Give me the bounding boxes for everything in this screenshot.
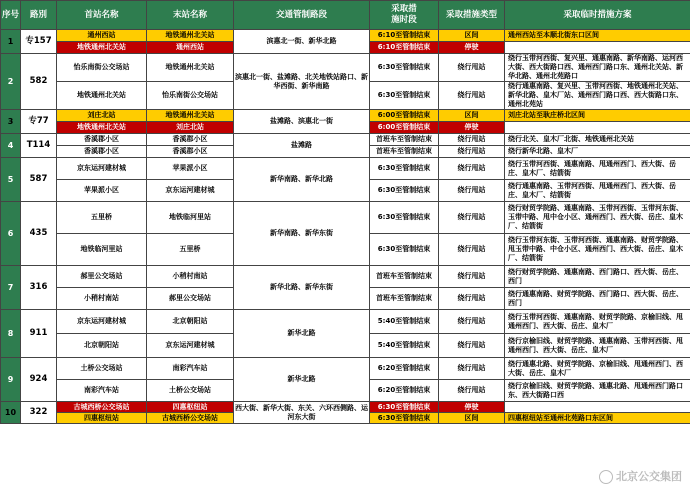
cell-end: 古城西桥公交场站 [147, 413, 234, 424]
table-row [1, 30, 690, 42]
cell-plan: 绕行新华北路、皇木厂 [505, 146, 690, 158]
row-route: 专157 [21, 30, 57, 54]
cell-end: 四惠枢纽站 [147, 402, 234, 413]
cell-type: 绕行甩站 [439, 134, 505, 146]
cell-plan [505, 402, 690, 413]
cell-period: 6:00至管制结束 [370, 110, 439, 122]
cell-period: 6:30至管制结束 [370, 82, 439, 110]
row-route: 582 [21, 54, 57, 110]
cell-plan: 刘庄北站至耿庄桥北区间 [505, 110, 690, 122]
cell-end: 苹果派小区 [147, 158, 234, 180]
cell-end: 郝里公交场站 [147, 288, 234, 310]
cell-period: 6:30至管制结束 [370, 158, 439, 180]
cell-start: 北京朝阳站 [57, 334, 147, 358]
cell-type: 绕行甩站 [439, 310, 505, 334]
cell-plan: 绕行财贸学院路、通惠南路、西门路口、西大街、岳庄、西门 [505, 266, 690, 288]
cell-end: 土桥公交场站 [147, 380, 234, 402]
weibo-icon [599, 470, 613, 484]
cell-plan [505, 42, 690, 54]
table-row [1, 110, 690, 122]
cell-period: 5:40至管制结束 [370, 310, 439, 334]
row-route: 435 [21, 202, 57, 266]
cell-plan: 绕行玉带河西街、通惠南路、财贸学院路、京榆旧线、甩通州西门、西大街、岳庄、皇木厂 [505, 310, 690, 334]
cell-road: 新华南路、新华东街 [234, 202, 370, 266]
cell-end: 地铁通州北关站 [147, 110, 234, 122]
cell-road: 盐滩路 [234, 134, 370, 158]
row-seq: 1 [1, 30, 21, 54]
row-seq: 9 [1, 358, 21, 402]
row-route: T114 [21, 134, 57, 158]
cell-period: 6:10至管制结束 [370, 30, 439, 42]
header-period: 采取措 施时段 [370, 1, 439, 30]
cell-start: 地铁临河里站 [57, 234, 147, 266]
cell-type: 绕行甩站 [439, 146, 505, 158]
cell-type: 区间 [439, 110, 505, 122]
cell-end: 香溪郡小区 [147, 134, 234, 146]
cell-start: 地铁通州北关站 [57, 42, 147, 54]
row-route: 924 [21, 358, 57, 402]
header-start: 首站名称 [57, 1, 147, 30]
watermark-text: 北京公交集团 [616, 470, 682, 483]
table-header-row [1, 1, 690, 30]
row-seq: 5 [1, 158, 21, 202]
header-road: 交通管制路段 [234, 1, 370, 30]
header-type: 采取措施类型 [439, 1, 505, 30]
row-seq: 7 [1, 266, 21, 310]
cell-end: 地铁临河里站 [147, 202, 234, 234]
row-route: 专77 [21, 110, 57, 134]
table-row [1, 358, 690, 380]
cell-start: 京东运河建材城 [57, 310, 147, 334]
cell-plan: 绕行通惠南路、复兴里、玉带河西街、地铁通州北关站、新华北路、皇木厂站、通州西门路口西、西大街路口东、通州北苑站 [505, 82, 690, 110]
cell-type: 绕行甩站 [439, 358, 505, 380]
cell-plan: 绕行玉带河西街、复兴里、通惠南路、新华南路、运河西大街、西大街路口西、通州西门路口东、通州北关站、新华北路、通州北苑路口 [505, 54, 690, 82]
cell-road: 滨惠北一街、新华北路 [234, 30, 370, 54]
cell-end: 通州西站 [147, 42, 234, 54]
cell-road: 新华北路、新华东街 [234, 266, 370, 310]
cell-period: 6:30至管制结束 [370, 413, 439, 424]
cell-period: 6:30至管制结束 [370, 402, 439, 413]
table-row [1, 310, 690, 334]
row-route: 316 [21, 266, 57, 310]
cell-plan [505, 122, 690, 134]
cell-type: 停驶 [439, 42, 505, 54]
cell-start: 古城西桥公交场站 [57, 402, 147, 413]
header-route: 路別 [21, 1, 57, 30]
cell-start: 京东运河建材城 [57, 158, 147, 180]
cell-period: 首班车至管制结束 [370, 266, 439, 288]
row-seq: 10 [1, 402, 21, 424]
cell-start: 五里桥 [57, 202, 147, 234]
cell-start: 小稍村南站 [57, 288, 147, 310]
cell-plan: 绕行通惠南路、玉带河西街、甩通州西门、西大街、岳庄、皇木厂、结箭街 [505, 180, 690, 202]
cell-end: 北京朝阳站 [147, 310, 234, 334]
cell-type: 绕行甩站 [439, 288, 505, 310]
cell-start: 郝里公交场站 [57, 266, 147, 288]
cell-type: 区间 [439, 413, 505, 424]
cell-start: 苹果派小区 [57, 180, 147, 202]
cell-type: 停驶 [439, 402, 505, 413]
cell-end: 京东运河建材城 [147, 180, 234, 202]
cell-period: 首班车至管制结束 [370, 146, 439, 158]
row-route: 322 [21, 402, 57, 424]
cell-type: 绕行甩站 [439, 334, 505, 358]
cell-plan: 绕行财贸学院路、通惠南路、玉带河西街、玉带河东街、玉带中路、甩中仓小区、通州西门、西大街、岳庄、皇木厂、结箭街 [505, 202, 690, 234]
row-seq: 8 [1, 310, 21, 358]
cell-period: 6:30至管制结束 [370, 234, 439, 266]
cell-type: 区间 [439, 30, 505, 42]
table-row [1, 266, 690, 288]
cell-period: 6:30至管制结束 [370, 54, 439, 82]
cell-road: 新华北路 [234, 310, 370, 358]
header-plan: 采取临时措施方案 [505, 1, 690, 30]
cell-plan: 绕行京榆旧线、财贸学院路、通惠南路、玉带河西街、甩通州西门、西大街、岳庄、皇木厂 [505, 334, 690, 358]
cell-period: 首班车至管制结束 [370, 288, 439, 310]
row-seq: 3 [1, 110, 21, 134]
cell-start: 怡乐南街公交场站 [57, 54, 147, 82]
cell-type: 绕行甩站 [439, 180, 505, 202]
row-seq: 2 [1, 54, 21, 110]
cell-plan: 绕行北关、皇木厂北街、地铁通州北关站 [505, 134, 690, 146]
cell-start: 通州西站 [57, 30, 147, 42]
cell-plan: 四惠枢纽站至通州北苑路口东区间 [505, 413, 690, 424]
watermark [599, 468, 682, 484]
cell-road: 新华南路、新华北路 [234, 158, 370, 202]
cell-road: 滨惠北一街、盐滩路、北关地铁站路口、新华西街、新华南路 [234, 54, 370, 110]
cell-period: 首班车至管制结束 [370, 134, 439, 146]
cell-type: 绕行甩站 [439, 82, 505, 110]
cell-road: 盐滩路、滨惠北一街 [234, 110, 370, 134]
cell-plan: 绕行通惠南路、财贸学院路、西门路口、西大街、岳庄、西门 [505, 288, 690, 310]
cell-end: 地铁通州北关站 [147, 54, 234, 82]
table-row [1, 54, 690, 82]
row-seq: 6 [1, 202, 21, 266]
cell-type: 绕行甩站 [439, 380, 505, 402]
cell-type: 绕行甩站 [439, 234, 505, 266]
cell-end: 刘庄北站 [147, 122, 234, 134]
table-row [1, 158, 690, 180]
cell-type: 绕行甩站 [439, 202, 505, 234]
header-seq: 序号 [1, 1, 21, 30]
cell-start: 刘庄北站 [57, 110, 147, 122]
cell-plan: 绕行玉带河东街、玉带河西街、通惠南路、财贸学院路、甩玉带中路、中仓小区、通州西门、西大街、岳庄、皇木厂、结箭街 [505, 234, 690, 266]
table-row [1, 202, 690, 234]
row-seq: 4 [1, 134, 21, 158]
cell-road: 西大街、新华大街、东关、六环西侧路、运河东大街 [234, 402, 370, 424]
cell-plan: 绕行玉带河西街、通惠南路、甩通州西门、西大街、岳庄、皇木厂、结箭街 [505, 158, 690, 180]
cell-end: 南彩汽车站 [147, 358, 234, 380]
cell-end: 京东运河建材城 [147, 334, 234, 358]
cell-end: 怡乐南街公交场站 [147, 82, 234, 110]
cell-end: 五里桥 [147, 234, 234, 266]
cell-start: 土桥公交场站 [57, 358, 147, 380]
row-route: 911 [21, 310, 57, 358]
cell-road: 新华北路 [234, 358, 370, 402]
cell-type: 停驶 [439, 122, 505, 134]
cell-start: 四惠枢纽站 [57, 413, 147, 424]
cell-start: 地铁通州北关站 [57, 122, 147, 134]
cell-period: 6:30至管制结束 [370, 202, 439, 234]
cell-type: 绕行甩站 [439, 266, 505, 288]
cell-start: 地铁通州北关站 [57, 82, 147, 110]
cell-period: 5:40至管制结束 [370, 334, 439, 358]
cell-start: 香溪郡小区 [57, 134, 147, 146]
cell-end: 地铁通州北关站 [147, 30, 234, 42]
row-route: 587 [21, 158, 57, 202]
cell-plan: 绕行京榆旧线、财贸学院路、通惠北路、甩通州西门路口东、西大街路口西 [505, 380, 690, 402]
cell-start: 香溪郡小区 [57, 146, 147, 158]
table-row [1, 134, 690, 146]
cell-period: 6:20至管制结束 [370, 358, 439, 380]
cell-end: 香溪郡小区 [147, 146, 234, 158]
cell-plan: 绕行通惠北路、财贸学院路、京榆旧线、甩通州西门、西大街、岳庄、皇木厂 [505, 358, 690, 380]
cell-end: 小稍村南站 [147, 266, 234, 288]
cell-period: 6:00至管制结束 [370, 122, 439, 134]
cell-period: 6:10至管制结束 [370, 42, 439, 54]
table-row [1, 402, 690, 413]
cell-type: 绕行甩站 [439, 54, 505, 82]
cell-type: 绕行甩站 [439, 158, 505, 180]
cell-plan: 通州西站至本顺北街东口区间 [505, 30, 690, 42]
cell-period: 6:20至管制结束 [370, 380, 439, 402]
cell-start: 南彩汽车站 [57, 380, 147, 402]
header-end: 末站名称 [147, 1, 234, 30]
cell-period: 6:30至管制结束 [370, 180, 439, 202]
